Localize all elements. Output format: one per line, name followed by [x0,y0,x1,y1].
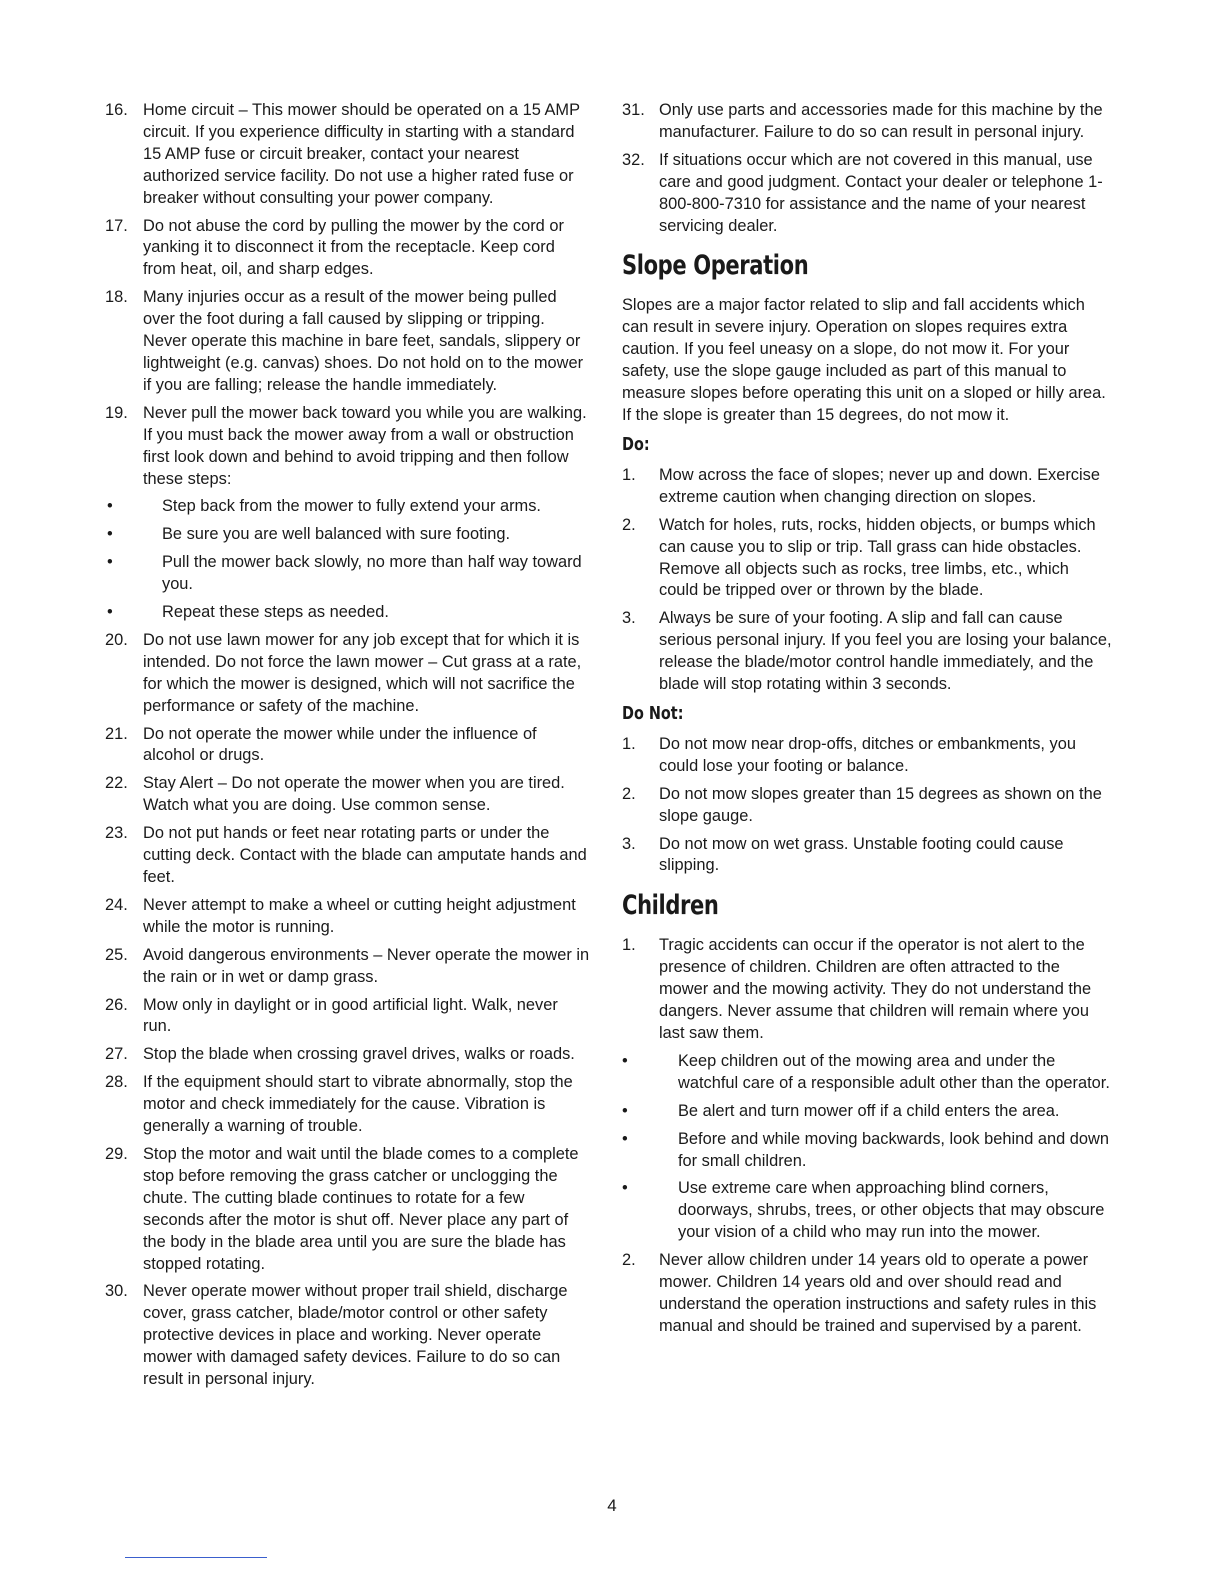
list-item: 2. Do not mow slopes greater than 15 degrees as shown on the slope gauge. [622,784,1102,825]
list-item: 24. Never attempt to make a wheel or cutting height adjustment while the motor is running. [105,895,576,936]
list-item: 16. Home circuit – This mower should be operated on a 15 AMP circuit. If you experience difficulty in starting with a standard 15 AMP fuse or circuit breaker, contact your nearest authorized service facility. Do not use a higher rated fuse or breaker without consulting your power company. [105,101,580,207]
bullet-item: • Pull the mower back slowly, no more than half way toward you. [107,553,582,594]
list-item: 1. Mow across the face of slopes; never up and down. Exercise extreme caution when changing direction on slopes. [622,465,1100,506]
list-item: 21. Do not operate the mower while under the influence of alcohol or drugs. [105,724,537,765]
list-item: 19. Never pull the mower back toward you while you are walking. If you must back the mower away from a wall or obstruction first look down and behind to avoid tripping and then follow these steps: [105,403,587,488]
list-item: 20. Do not use lawn mower for any job except that for which it is intended. Do not force the lawn mower – Cut grass at a rate, for which the mower is designed, which will not sacrifice the performance or safety of the machine. [105,630,582,715]
list-item: 1. Tragic accidents can occur if the operator is not alert to the presence of children. Children are often attracted to the mower and the mowing activity. They do not understand the dangers. Never assume that children will remain where you last saw them. [622,936,1092,1042]
list-item: 27. Stop the blade when crossing gravel drives, walks or roads. [105,1045,575,1064]
list-item: 3. Do not mow on wet grass. Unstable footing could cause slipping. [622,834,1064,875]
bullet-item: • Before and while moving backwards, look behind and down for small children. [622,1129,1109,1170]
bullet-icon: • [107,525,113,544]
bullet-icon: • [107,553,113,572]
bullet-icon: • [107,603,113,622]
list-item: 18. Many injuries occur as a result of the mower being pulled over the foot during a fall caused by slipping or tripping. Never operate this machine in bare feet, sandals, slippery or lightweight (e.g. canvas) shoes. Do not hold on to the mower if you are falling; release the handle immediately. [105,288,584,394]
subheading-do: Do: [622,433,650,455]
list-item: 22. Stay Alert – Do not operate the mower when you are tired. Watch what you are doing. Use common sense. [105,774,565,815]
bullet-item: • Use extreme care when approaching blind corners, doorways, shrubs, trees, or other objects that may obscure your vision of a child who may run into the mower. [622,1179,1105,1242]
footer-divider [125,1557,267,1558]
section-heading-children: Children [622,890,719,922]
bullet-item: • Step back from the mower to fully extend your arms. [105,496,590,518]
list-item: 17. Do not abuse the cord by pulling the mower by the cord or yanking it to disconnect it from the receptacle. Keep cord from heat, oil, and sharp edges. [105,216,564,279]
section-heading-slope-operation: Slope Operation [622,250,809,282]
page-number: 4 [607,1496,617,1515]
bullet-item: • Be alert and turn mower off if a child enters the area. [622,1101,1112,1123]
left-column [105,100,590,1397]
right-column [622,100,1112,1344]
bullet-item: • Repeat these steps as needed. [105,602,590,624]
list-item: 2. Watch for holes, ruts, rocks, hidden objects, or bumps which can cause you to slip or trip. Tall grass can hide obstacles. Remove all objects such as rocks, tree limbs, etc., which could be tripped over or thrown by the blade. [622,515,1096,600]
list-item: 1. Do not mow near drop-offs, ditches or embankments, you could lose your footing or balance. [622,734,1076,775]
list-item: 3. Always be sure of your footing. A slip and fall can cause serious personal injury. If you feel you are losing your balance, release the blade/motor control handle immediately, and the blade will stop rotating within 3 seconds. [622,609,1112,694]
list-item: 26. Mow only in daylight or in good artificial light. Walk, never run. [105,995,558,1036]
list-item: 29. Stop the motor and wait until the blade comes to a complete stop before removing the grass catcher or unclogging the chute. The cutting blade continues to rotate for a few seconds after the motor is shut off. Never place any part of the body in the blade area until you are sure the blade has stopped rotating. [105,1144,579,1273]
bullet-item: • Be sure you are well balanced with sure footing. [105,524,590,546]
bullet-icon: • [107,497,113,516]
subheading-do-not: Do Not: [622,702,684,724]
bullet-item: • Keep children out of the mowing area and under the watchful care of a responsible adult other than the operator. [622,1051,1110,1092]
bullet-icon: • [622,1101,628,1120]
list-item: 28. If the equipment should start to vibrate abnormally, stop the motor and check immediately for the cause. Vibration is generally a warning of trouble. [105,1073,573,1136]
bullet-icon: • [622,1179,628,1198]
bullet-icon: • [622,1051,628,1070]
list-item: 30. Never operate mower without proper trail shield, discharge cover, grass catcher, blade/motor control or other safety protective devices in place and working. Never operate mower with damaged safety devices. Failure to do so can result in personal injury. [105,1282,568,1389]
slope-intro: Slopes are a major factor related to slip and fall accidents which can result in severe injury. Operation on slopes requires extra caution. If you feel uneasy on a slope, do not mow it. For your safety, use the slope gauge included as part of this manual to measure slopes before operating this unit on a sloped or hilly area. If the slope is greater than 15 degrees, do not mow it. [622,296,1106,424]
list-item: 25. Avoid dangerous environments – Never operate the mower in the rain or in wet or damp grass. [105,945,590,986]
list-item: 31. Only use parts and accessories made for this machine by the manufacturer. Failure to do so can result in personal injury. [622,101,1103,141]
list-item: 2. Never allow children under 14 years old to operate a power mower. Children 14 years old and over should read and understand the operation instructions and safety rules in this manual and should be trained and supervised by a parent. [622,1251,1097,1335]
list-item: 32. If situations occur which are not covered in this manual, use care and good judgment. Contact your dealer or telephone 1-800-800-7310 for assistance and the name of your nearest servicing dealer. [622,150,1103,235]
list-item: 23. Do not put hands or feet near rotating parts or under the cutting deck. Contact with the blade can amputate hands and feet. [105,824,587,886]
bullet-icon: • [622,1129,628,1148]
